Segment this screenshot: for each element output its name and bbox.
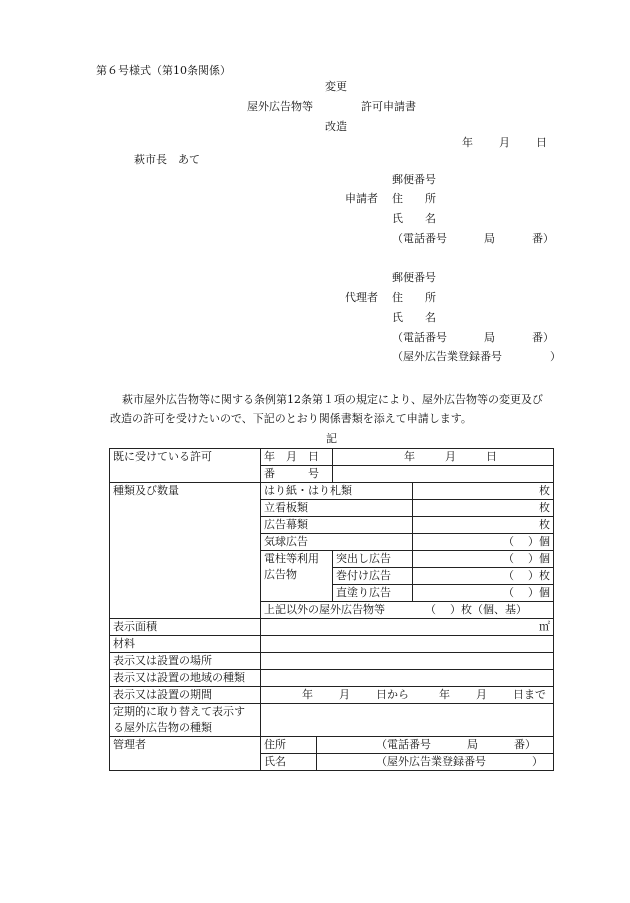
table-row (110, 483, 554, 500)
paren-close: ） (528, 569, 539, 582)
applicant-name: 氏 名 (392, 212, 436, 225)
period-year: 年 (302, 688, 313, 701)
number-label: 番 号 (261, 466, 333, 483)
mgr-address-label: 住所 (261, 737, 317, 754)
agent-postal: 郵便番号 (392, 271, 436, 284)
applicant-phone-close: 番） (532, 232, 554, 245)
location-value[interactable] (261, 653, 554, 670)
body-line-2: 改造の許可を受けたいので、下記のとおり関係書類を添えて申請します。 (110, 412, 472, 425)
other-ads-label: 上記以外の屋外広告物等 (264, 603, 385, 616)
date-month: 月 (499, 136, 510, 149)
applicant-phone-bureau: 局 (484, 232, 495, 245)
applicant-phone-open: （電話番号 (392, 232, 447, 245)
periodic-value[interactable] (261, 704, 554, 737)
unit-ko: 個 (539, 552, 550, 565)
other-unit: 枚（個、基） (461, 603, 527, 616)
paren-close: ） (528, 535, 539, 548)
tsukidashi-label: 突出し広告 (333, 551, 413, 568)
paren-open: （ (425, 603, 436, 616)
tatekanban-label: 立看板類 (261, 500, 413, 517)
location-label: 表示又は設置の場所 (110, 653, 261, 670)
table-row (110, 449, 554, 466)
denchu-line2: 広告物 (264, 568, 297, 581)
table-row (110, 653, 554, 670)
denchu-label (261, 551, 333, 602)
applicant-role: 申請者 (345, 192, 378, 205)
makitsuke-count[interactable] (413, 568, 554, 585)
existing-permit-label: 既に受けている許可 (110, 449, 261, 483)
period-value[interactable] (261, 687, 554, 704)
paren-close: ） (528, 552, 539, 565)
table-row (110, 704, 554, 737)
paren-close: ） (450, 603, 461, 616)
agent-phone-bureau: 局 (484, 331, 495, 344)
ymd-day: 日 (486, 450, 497, 463)
harigami-label: はり紙・はり札類 (261, 483, 413, 500)
applicant-postal: 郵便番号 (392, 173, 436, 186)
unit-mai: 枚 (539, 518, 550, 531)
jikanuri-label: 直塗り広告 (333, 585, 413, 602)
addressee: 萩市長 あて (134, 153, 200, 166)
ymd-value[interactable] (333, 449, 554, 466)
period-month: 月 (476, 688, 487, 701)
paren-open: （ (503, 535, 514, 548)
ki-heading: 記 (326, 432, 337, 445)
applicant-address: 住 所 (392, 192, 436, 205)
periodic-label (110, 704, 261, 737)
unit-ko: 個 (539, 586, 550, 599)
periodic-line1: 定期的に取り替えて表示す (113, 705, 245, 718)
mgr-phone-open: （電話番号 (376, 738, 431, 751)
title-right: 許可申請書 (361, 100, 416, 113)
number-value[interactable] (333, 466, 554, 483)
mgr-phone-bureau: 局 (467, 738, 478, 751)
mgr-name-label: 氏名 (261, 754, 317, 771)
koukokumaku-label: 広告幕類 (261, 517, 413, 534)
agent-reg-close: ） (550, 350, 561, 363)
agent-reg-open: （屋外広告業登録番号 (392, 350, 502, 363)
jikanuri-count[interactable] (413, 585, 554, 602)
display-area-value[interactable] (261, 619, 554, 636)
kinds-quantity-label: 種類及び数量 (110, 483, 261, 619)
kikyu-label: 気球広告 (261, 534, 413, 551)
body-line-1: 萩市屋外広告物等に関する条例第12条第１項の規定により、屋外広告物等の変更及び (122, 393, 543, 406)
mgr-phone-close: 番） (514, 738, 536, 751)
material-label: 材料 (110, 636, 261, 653)
unit-mai: 枚 (539, 569, 550, 582)
ymd-year: 年 (404, 450, 415, 463)
date-year: 年 (462, 136, 473, 149)
unit-mai: 枚 (539, 501, 550, 514)
mgr-address-value[interactable] (317, 737, 554, 754)
date-day: 日 (536, 136, 547, 149)
denchu-line1: 電柱等利用 (264, 552, 319, 565)
paren-open: （ (503, 586, 514, 599)
period-from: 日から (376, 688, 409, 701)
ymd-label: 年 月 日 (261, 449, 333, 466)
period-year: 年 (439, 688, 450, 701)
period-to: 日まで (513, 688, 546, 701)
agent-phone-close: 番） (532, 331, 554, 344)
agent-phone-open: （電話番号 (392, 331, 447, 344)
area-kind-value[interactable] (261, 670, 554, 687)
agent-address: 住 所 (392, 291, 436, 304)
application-table (109, 448, 554, 771)
ymd-month: 月 (445, 450, 456, 463)
form-number: 第６号様式（第10条関係） (96, 64, 231, 77)
agent-name: 氏 名 (392, 311, 436, 324)
paren-close: ） (528, 586, 539, 599)
material-value[interactable] (261, 636, 554, 653)
other-ads-row[interactable] (261, 602, 554, 619)
makitsuke-label: 巻付け広告 (333, 568, 413, 585)
table-row (110, 619, 554, 636)
table-row (110, 670, 554, 687)
mgr-name-value[interactable] (317, 754, 554, 771)
paren-open: （ (503, 552, 514, 565)
tatekanban-count[interactable] (413, 500, 554, 517)
display-area-label: 表示面積 (110, 619, 261, 636)
table-row (110, 737, 554, 754)
paren-open: （ (503, 569, 514, 582)
kikyu-count[interactable] (413, 534, 554, 551)
area-unit: ㎡ (539, 620, 550, 633)
harigami-count[interactable] (413, 483, 554, 500)
title-remodel: 改造 (325, 120, 347, 133)
title-left: 屋外広告物等 (247, 100, 313, 113)
unit-mai: 枚 (539, 484, 550, 497)
agent-role: 代理者 (345, 291, 378, 304)
table-row (110, 636, 554, 653)
period-label: 表示又は設置の期間 (110, 687, 261, 704)
tsukidashi-count[interactable] (413, 551, 554, 568)
area-kind-label: 表示又は設置の地域の種類 (110, 670, 261, 687)
manager-label: 管理者 (110, 737, 261, 771)
periodic-line2: る屋外広告物の種類 (113, 721, 212, 734)
koukokumaku-count[interactable] (413, 517, 554, 534)
table-row (110, 687, 554, 704)
period-month: 月 (339, 688, 350, 701)
title-change: 変更 (325, 80, 347, 93)
mgr-reg-open: （屋外広告業登録番号 (376, 755, 486, 768)
unit-ko: 個 (539, 535, 550, 548)
mgr-reg-close: ） (532, 755, 543, 768)
